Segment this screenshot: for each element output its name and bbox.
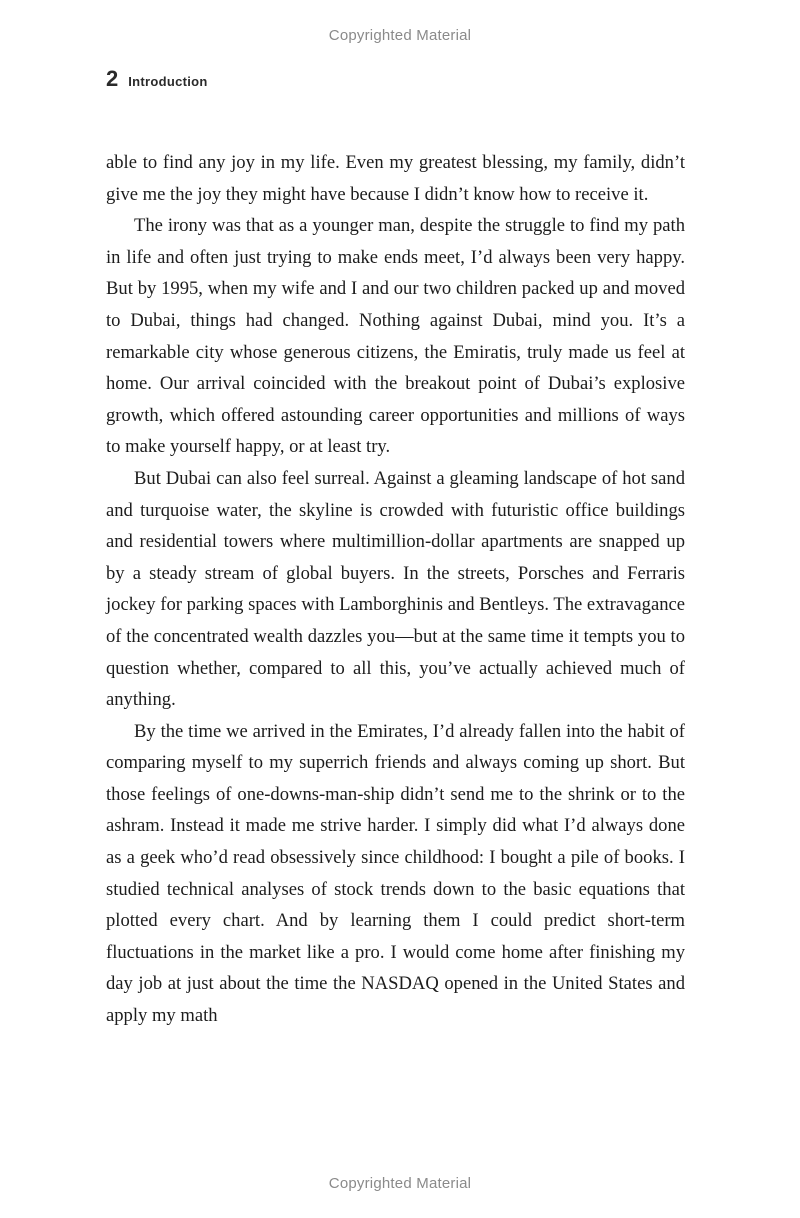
page-number: 2 <box>106 66 119 91</box>
section-title: Introduction <box>128 74 208 89</box>
watermark-top: Copyrighted Material <box>328 27 472 44</box>
paragraph-2: The irony was that as a younger man, despite the struggle to find my path in life and often just trying to make ends meet, I’d always been very happy. But by 1995, when my wife and I and our two children packed up and moved to Dubai, things had changed. Nothing against Dubai, mind you. It’s a remarkable city whose generous citizens, the Emiratis, truly made us feel at home. Our arrival coincided with the breakout point of Dubai’s explosive growth, which offered astounding career opportunities and millions of ways to make yourself happy, or at least try. <box>106 215 685 458</box>
running-head <box>106 66 208 96</box>
paragraph-4: By the time we arrived in the Emirates, I’d already fallen into the habit of comparing myself to my superrich friends and always coming up short. But those feelings of one-downs-man-ship didn’t send me to the shrink or to the ashram. Instead it made me strive harder. I simply did what I’d always done as a geek who’d read obsessively since childhood: I bought a pile of books. I studied technical analyses of stock trends down to the basic equations that plotted every chart. And by learning them I could predict short-term fluctuations in the market like a pro. I would come home after finishing my day job at just about the time the NASDAQ opened in the United States and apply my math <box>106 720 685 1027</box>
watermark-bottom: Copyrighted Material <box>328 1175 472 1192</box>
paragraph-3: But Dubai can also feel surreal. Against a gleaming landscape of hot sand and turquoise water, the skyline is crowded with futuristic office buildings and residential towers where multimillion-dollar apartments are snapped up by a steady stream of global buyers. In the streets, Porsches and Ferraris jockey for parking spaces with Lamborghinis and Bentleys. The extravagance of the concentrated wealth dazzles you—but at the same time it tempts you to question whether, compared to all this, you’ve actually achieved much of anything. <box>106 467 685 711</box>
body-text <box>106 147 685 1032</box>
paragraph-1: able to find any joy in my life. Even my greatest blessing, my family, didn’t give me the joy they might have because I didn’t know how to receive it. <box>106 152 685 205</box>
